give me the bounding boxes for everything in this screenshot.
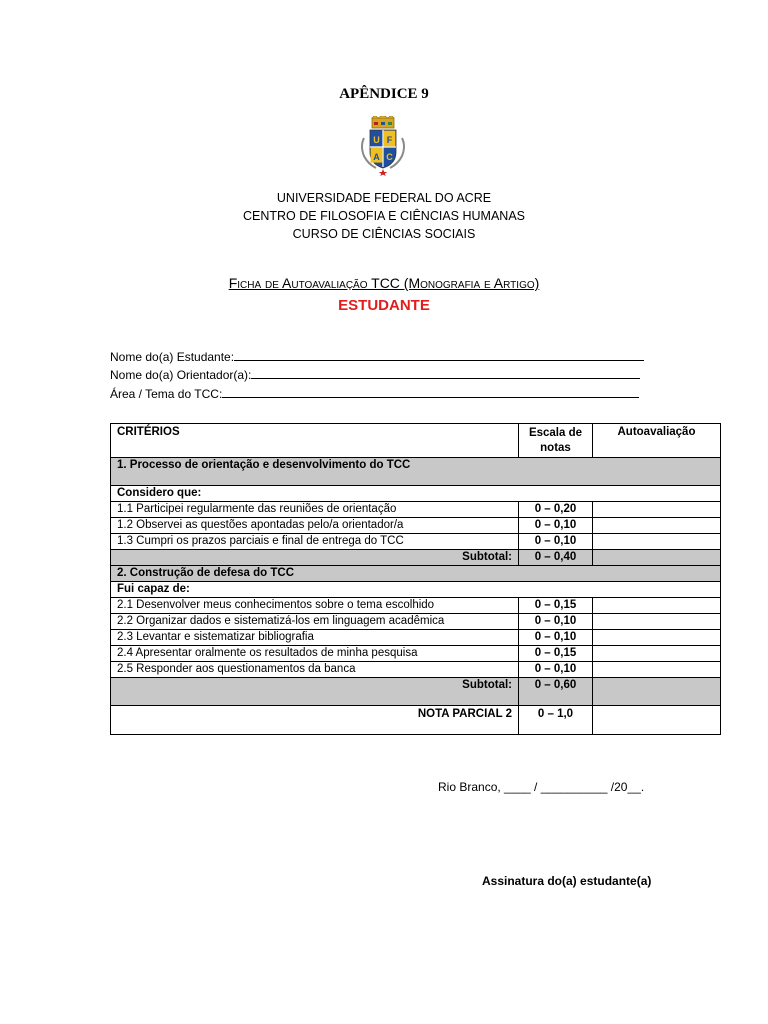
- criterion-scale: 0 – 0,15: [519, 598, 593, 614]
- student-signature-label: Assinatura do(a) estudante(a): [482, 874, 652, 888]
- tcc-area-line[interactable]: [222, 386, 639, 398]
- self-eval-cell[interactable]: [593, 662, 721, 678]
- advisor-name-field[interactable]: [110, 367, 640, 382]
- svg-text:F: F: [386, 135, 393, 145]
- section2-subtotal-row: [111, 678, 721, 706]
- table-row: [111, 630, 721, 646]
- student-name-field[interactable]: [110, 349, 644, 364]
- total-self-eval-cell[interactable]: [593, 706, 721, 735]
- criterion-scale: 0 – 0,10: [519, 630, 593, 646]
- total-label: NOTA PARCIAL 2: [111, 706, 519, 735]
- section1-intro-row: [111, 486, 721, 502]
- section1-subtotal-row: [111, 550, 721, 566]
- center-name: CENTRO DE FILOSOFIA E CIÊNCIAS HUMANAS: [243, 209, 525, 223]
- scale-header: Escala de notas: [519, 424, 593, 458]
- self-eval-cell[interactable]: [593, 614, 721, 630]
- table-header-row: [111, 424, 721, 458]
- criterion-scale: 0 – 0,10: [519, 662, 593, 678]
- self-eval-cell[interactable]: [593, 598, 721, 614]
- criterion-label: 2.2 Organizar dados e sistematizá-los em linguagem acadêmica: [111, 614, 519, 630]
- section2-intro-row: [111, 582, 721, 598]
- self-eval-cell[interactable]: [593, 518, 721, 534]
- advisor-name-label: Nome do(a) Orientador(a):: [110, 368, 252, 382]
- criterion-scale: 0 – 0,10: [519, 518, 593, 534]
- table-row: [111, 662, 721, 678]
- self-eval-header: Autoavaliação: [593, 424, 721, 458]
- tcc-area-field[interactable]: [110, 386, 639, 401]
- form-title: Ficha de Autoavaliação TCC (Monografia e Artigo): [228, 275, 540, 291]
- subtotal-self-eval-cell[interactable]: [593, 678, 721, 706]
- section1-title: 1. Processo de orientação e desenvolvimento do TCC: [111, 458, 721, 486]
- appendix-title: APÊNDICE 9: [339, 86, 429, 102]
- self-eval-cell[interactable]: [593, 630, 721, 646]
- table-row: [111, 502, 721, 518]
- criteria-table: [110, 423, 721, 735]
- subtotal-label: Subtotal:: [111, 678, 519, 706]
- criterion-label: 2.3 Levantar e sistematizar bibliografia: [111, 630, 519, 646]
- self-eval-cell[interactable]: [593, 502, 721, 518]
- table-row: [111, 598, 721, 614]
- total-row: [111, 706, 721, 735]
- course-name: CURSO DE CIÊNCIAS SOCIAIS: [292, 227, 476, 241]
- criterion-scale: 0 – 0,10: [519, 614, 593, 630]
- section2-intro: Fui capaz de:: [111, 582, 721, 598]
- form-subtitle: ESTUDANTE: [338, 297, 430, 314]
- table-row: [111, 534, 721, 550]
- student-name-line[interactable]: [234, 349, 644, 361]
- tcc-area-label: Área / Tema do TCC:: [110, 387, 223, 401]
- section1-intro: Considero que:: [111, 486, 721, 502]
- criterion-scale: 0 – 0,20: [519, 502, 593, 518]
- subtotal-self-eval-cell[interactable]: [593, 550, 721, 566]
- subtotal-label: Subtotal:: [111, 550, 519, 566]
- table-row: [111, 646, 721, 662]
- section1-title-row: [111, 458, 721, 486]
- advisor-name-line[interactable]: [251, 367, 640, 379]
- date-line[interactable]: Rio Branco, ____ / __________ /20__.: [438, 780, 645, 794]
- table-row: [111, 518, 721, 534]
- self-eval-cell[interactable]: [593, 534, 721, 550]
- criterion-label: 2.1 Desenvolver meus conhecimentos sobre o tema escolhido: [111, 598, 519, 614]
- self-eval-cell[interactable]: [593, 646, 721, 662]
- svg-text:U: U: [373, 135, 380, 145]
- criterion-label: 1.2 Observei as questões apontadas pelo/a orientador/a: [111, 518, 519, 534]
- criterion-label: 1.3 Cumpri os prazos parciais e final de entrega do TCC: [111, 534, 519, 550]
- table-row: [111, 614, 721, 630]
- university-name: UNIVERSIDADE FEDERAL DO ACRE: [276, 191, 492, 205]
- section2-title: 2. Construção de defesa do TCC: [111, 566, 721, 582]
- student-name-label: Nome do(a) Estudante:: [110, 350, 235, 364]
- subtotal-value: 0 – 0,40: [519, 550, 593, 566]
- criterion-scale: 0 – 0,15: [519, 646, 593, 662]
- criteria-header: CRITÉRIOS: [111, 424, 519, 458]
- total-value: 0 – 1,0: [519, 706, 593, 735]
- svg-text:C: C: [386, 152, 393, 162]
- criterion-label: 2.4 Apresentar oralmente os resultados de minha pesquisa: [111, 646, 519, 662]
- criterion-label: 1.1 Participei regularmente das reuniões de orientação: [111, 502, 519, 518]
- section2-title-row: [111, 566, 721, 582]
- svg-text:A: A: [373, 152, 380, 162]
- subtotal-value: 0 – 0,60: [519, 678, 593, 706]
- criterion-scale: 0 – 0,10: [519, 534, 593, 550]
- criterion-label: 2.5 Responder aos questionamentos da banca: [111, 662, 519, 678]
- university-crest-icon: [358, 116, 408, 176]
